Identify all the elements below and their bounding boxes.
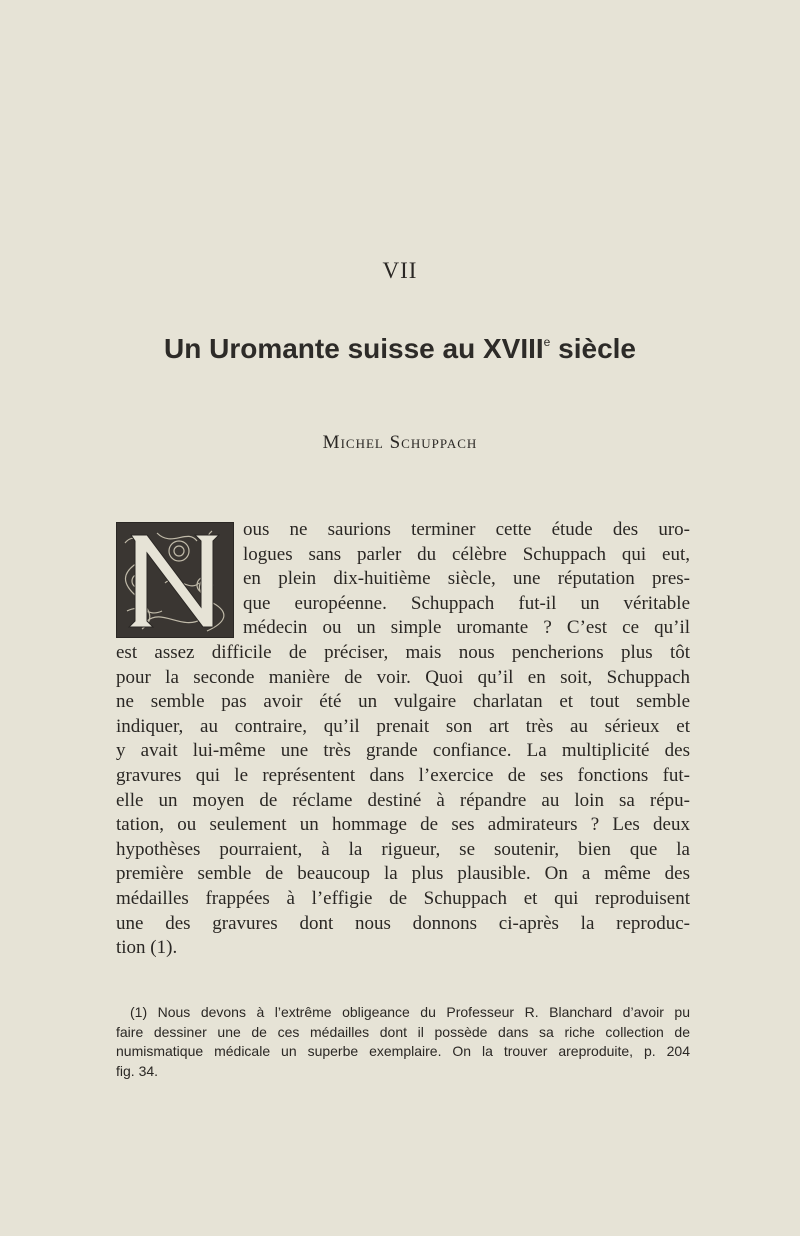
body-paragraph (116, 518, 690, 961)
text-line: elle un moyen de réclame destiné à répandre au loin sa répu- (116, 789, 690, 811)
text-line: indiquer, au contraire, qu’il prenait son art très au sérieux et (116, 715, 690, 737)
text-line: que européenne. Schuppach fut-il un véritable (243, 592, 690, 614)
text-line: tation, ou seulement un hommage de ses admirateurs ? Les deux (116, 814, 690, 836)
footnote-line: fig. 34. (116, 1062, 159, 1079)
footnote-line: (1) Nous devons à l’extrême obligeance du Professeur R. Blanchard d’avoir pu (130, 1004, 690, 1020)
text-line: tion (1). (116, 937, 178, 959)
text-line: médailles frappées à l’effigie de Schuppach et qui reproduisent (116, 887, 690, 909)
text-line: ne semble pas avoir été un vulgaire charlatan et tout semble (116, 691, 690, 713)
text-line: première semble de beaucoup la plus plausible. On a même des (116, 863, 690, 885)
text-line: pour la seconde manière de voir. Quoi qu’il en soit, Schuppach (116, 666, 690, 688)
author-name: Michel Schuppach (322, 432, 478, 453)
text-line: médecin ou un simple uromante ? C’est ce qu’il (243, 617, 690, 639)
text-line: ous ne saurions terminer cette étude des uro- (243, 519, 690, 540)
text-line: est assez difficile de préciser, mais nous pencherions plus tôt (116, 641, 690, 663)
footnote-line: faire dessiner une de ces médailles dont il possède dans sa riche collection de (116, 1023, 690, 1040)
chapter-number: VII (382, 258, 418, 283)
title-end: siècle (550, 333, 636, 364)
body-indented-lines (116, 518, 690, 641)
footnote (116, 1003, 690, 1081)
title-main: Un Uromante suisse au XVIII (164, 333, 544, 364)
text-line: en plein dix-huitième siècle, une réputation pres- (243, 568, 690, 590)
text-line: hypothèses pourraient, à la rigueur, se soutenir, bien que la (116, 838, 690, 860)
text-line: logues sans parler du célèbre Schuppach qui eut, (243, 543, 690, 565)
text-line: y avait lui-même une très grande confiance. La multiplicité des (116, 740, 690, 762)
body-full-lines (116, 641, 690, 961)
chapter-title (0, 333, 800, 365)
title-superscript: e (543, 335, 551, 349)
text-line: une des gravures dont nous donnons ci-après la reproduc- (116, 912, 690, 934)
text-line: gravures qui le représentent dans l’exercice de ses fonctions fut- (116, 764, 690, 786)
footnote-line: numismatique médicale un superbe exemplaire. On la trouver areproduite, p. 204 (116, 1043, 690, 1059)
